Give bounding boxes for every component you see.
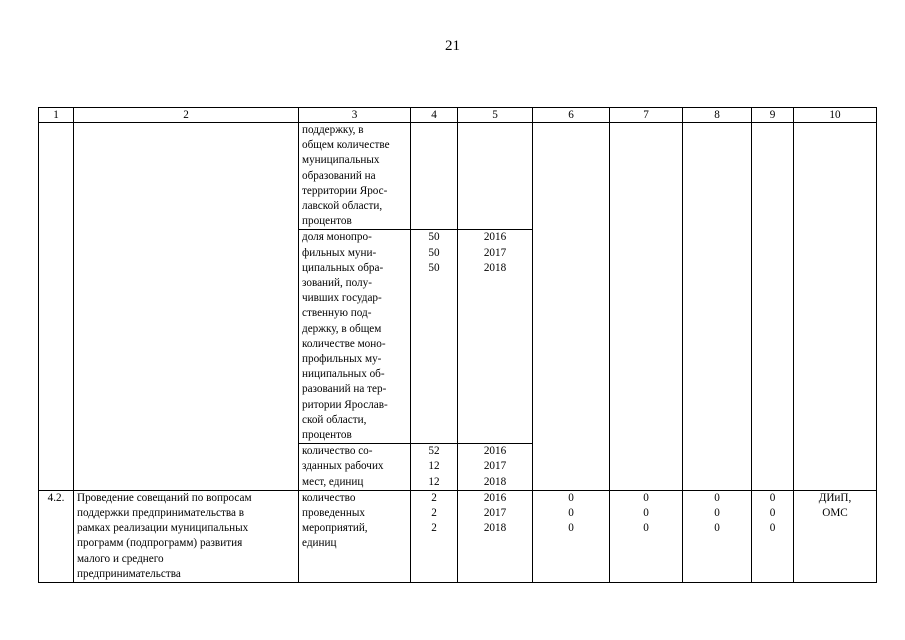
page-number: 21 <box>445 38 460 54</box>
cell-line: профильных му- <box>302 353 382 366</box>
funding-cell <box>533 490 610 582</box>
cell-col8-empty <box>683 123 752 491</box>
cell-col10-empty <box>794 123 877 491</box>
value-cell <box>411 230 458 444</box>
header-cell: 9 <box>752 108 794 123</box>
cell-line: количестве моно- <box>302 337 386 350</box>
funding-cell <box>610 490 683 582</box>
cell-line: держку, в общем <box>302 322 382 335</box>
cell-line: 0 <box>714 522 720 535</box>
cell-col6-empty <box>533 123 610 491</box>
cell-line: 0 <box>769 507 776 520</box>
cell-line: зований, полу- <box>302 277 372 290</box>
cell-line: 2016 <box>483 231 507 244</box>
funding-cell <box>683 490 752 582</box>
cell-line: ципальных обра- <box>302 261 384 274</box>
header-cell: 10 <box>794 108 877 123</box>
table-row <box>39 123 877 230</box>
cell-line: программ (подпрограмм) развития <box>77 537 243 550</box>
cell-line: 12 <box>428 460 440 473</box>
cell-line: 0 <box>643 491 649 504</box>
cell-line: 0 <box>643 507 649 520</box>
cell-line: 0 <box>714 507 720 520</box>
cell-line: 50 <box>428 261 440 274</box>
cell-line: ритории Ярослав- <box>302 398 388 411</box>
executor-cell <box>794 490 877 582</box>
cell-line: 2017 <box>483 246 507 259</box>
cell-line: процентов <box>302 429 352 442</box>
cell-line: мероприятий, <box>302 522 368 535</box>
header-cell: 7 <box>610 108 683 123</box>
header-cell: 4 <box>411 108 458 123</box>
item-number: 4.2. <box>39 490 74 582</box>
cell-line: ниципальных об- <box>302 368 385 381</box>
header-cell: 1 <box>39 108 74 123</box>
cell-line: малого и среднего <box>77 552 164 565</box>
cell-line: фильных муни- <box>302 246 377 259</box>
cell-line: 2017 <box>483 460 507 473</box>
cell-line: 0 <box>568 507 574 520</box>
cell-col9-empty <box>752 123 794 491</box>
header-row <box>39 108 877 123</box>
cell-line: ОМС <box>822 507 848 520</box>
cell-line: мест, единиц <box>302 475 364 488</box>
cell-line: 2017 <box>483 507 507 520</box>
indicator-table <box>38 107 877 583</box>
cell-line: количество со- <box>302 445 373 458</box>
value-cell <box>411 490 458 582</box>
cell-line: поддержку, в <box>302 124 364 136</box>
indicator-cell <box>299 444 411 491</box>
cell-col1-empty <box>39 123 74 491</box>
cell-line: 0 <box>714 491 720 504</box>
value-cell <box>411 444 458 491</box>
cell-col2-empty <box>74 123 299 491</box>
funding-cell <box>752 490 794 582</box>
cell-line: 2 <box>431 507 437 520</box>
table-row <box>39 490 877 582</box>
cell-line: 0 <box>568 522 574 535</box>
cell-line: процентов <box>302 215 352 228</box>
cell-line: образований на <box>302 169 376 182</box>
cell-line: ской области, <box>302 413 367 426</box>
cell-line: чивших государ- <box>302 292 382 305</box>
cell-line: зданных рабочих <box>302 460 384 473</box>
cell-line: ДИиП, <box>818 491 852 504</box>
cell-line: Проведение совещаний по вопросам <box>77 491 252 504</box>
cell-line: 52 <box>428 445 440 458</box>
cell-line: 50 <box>428 246 440 259</box>
cell-line: лавской области, <box>302 200 383 213</box>
cell-line: ственную под- <box>302 307 372 320</box>
cell-line: количество <box>302 491 356 504</box>
cell-line: 0 <box>769 491 776 504</box>
year-cell <box>458 230 533 444</box>
header-cell: 3 <box>299 108 411 123</box>
header-cell: 8 <box>683 108 752 123</box>
cell-line: 2018 <box>483 522 507 535</box>
cell-line: 2016 <box>483 491 507 504</box>
cell-line: территории Ярос- <box>302 184 388 197</box>
cell-line: 0 <box>643 522 649 535</box>
header-cell: 2 <box>74 108 299 123</box>
cell-line: 2018 <box>483 475 507 488</box>
indicator-cell <box>299 490 411 582</box>
indicator-cell <box>299 230 411 444</box>
cell-line: предпринимательства <box>77 567 181 580</box>
cell-line: общем количестве <box>302 139 390 152</box>
year-cell <box>458 123 533 230</box>
cell-line: 2 <box>431 491 437 504</box>
cell-line: 2016 <box>483 445 507 458</box>
cell-col7-empty <box>610 123 683 491</box>
cell-line: 2018 <box>483 261 507 274</box>
cell-line: рамках реализации муниципальных <box>77 522 249 535</box>
indicator-cell <box>299 123 411 230</box>
year-cell <box>458 444 533 491</box>
year-cell <box>458 490 533 582</box>
cell-line: муниципальных <box>302 154 380 167</box>
cell-line: 12 <box>428 475 440 488</box>
cell-line: 2 <box>431 522 437 535</box>
value-cell <box>411 123 458 230</box>
cell-line: поддержки предпринимательства в <box>77 507 245 520</box>
cell-line: единиц <box>302 537 337 550</box>
header-cell: 5 <box>458 108 533 123</box>
header-cell: 6 <box>533 108 610 123</box>
cell-line: разований на тер- <box>302 383 387 396</box>
cell-line: 0 <box>568 491 574 504</box>
cell-line: 50 <box>428 231 440 244</box>
cell-line: проведенных <box>302 507 365 520</box>
cell-line: доля монопро- <box>302 231 372 244</box>
measure-description <box>74 490 299 582</box>
cell-line: 0 <box>769 522 776 535</box>
